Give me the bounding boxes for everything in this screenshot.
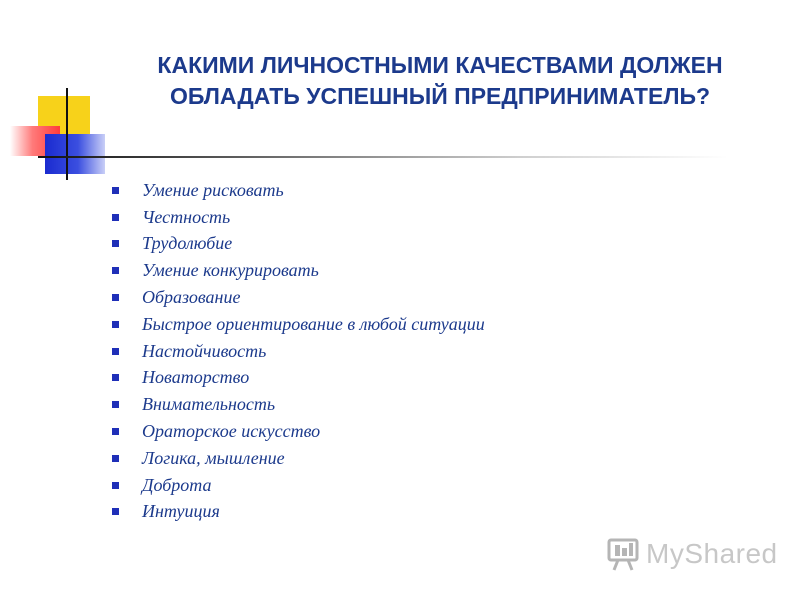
list-item xyxy=(112,204,485,231)
list-item xyxy=(112,257,485,284)
presentation-board-icon xyxy=(606,536,640,572)
list-item xyxy=(112,391,485,418)
bullet-text: Доброта xyxy=(142,474,212,495)
square-bullet-icon xyxy=(112,214,119,221)
list-item xyxy=(112,338,485,365)
bullet-text: Умение рисковать xyxy=(142,179,284,200)
bullet-list xyxy=(112,177,485,525)
bullet-text: Настойчивость xyxy=(142,340,267,361)
bullet-text: Трудолюбие xyxy=(142,233,233,254)
bullet-text: Быстрое ориентирование в любой ситуации xyxy=(142,313,485,334)
bullet-text: Интуиция xyxy=(142,501,220,522)
square-bullet-icon xyxy=(112,267,119,274)
list-item xyxy=(112,231,485,258)
bullet-text: Образование xyxy=(142,287,241,308)
list-item xyxy=(112,365,485,392)
list-item xyxy=(112,445,485,472)
decorative-vertical-line xyxy=(66,88,68,180)
bullet-text: Честность xyxy=(142,206,231,227)
list-item xyxy=(112,284,485,311)
watermark xyxy=(606,536,778,572)
bullet-text: Ораторское искусство xyxy=(142,421,321,442)
square-bullet-icon xyxy=(112,294,119,301)
bullet-text: Умение конкурировать xyxy=(142,260,319,281)
square-bullet-icon xyxy=(112,428,119,435)
square-bullet-icon xyxy=(112,401,119,408)
decorative-horizontal-line xyxy=(38,156,728,158)
decorative-blue-square xyxy=(45,134,105,174)
list-item xyxy=(112,499,485,526)
square-bullet-icon xyxy=(112,374,119,381)
square-bullet-icon xyxy=(112,508,119,515)
slide-title: КАКИМИ ЛИЧНОСТНЫМИ КАЧЕСТВАМИ ДОЛЖЕН ОБЛАДАТЬ УСПЕШНЫЙ ПРЕДПРИНИМАТЕЛЬ? xyxy=(157,52,723,109)
list-item xyxy=(112,418,485,445)
bullet-text: Новаторство xyxy=(142,367,250,388)
square-bullet-icon xyxy=(112,240,119,247)
square-bullet-icon xyxy=(112,321,119,328)
list-item xyxy=(112,177,485,204)
list-item xyxy=(112,472,485,499)
bullet-text: Логика, мышление xyxy=(142,447,285,468)
square-bullet-icon xyxy=(112,482,119,489)
bullet-text: Внимательность xyxy=(142,394,276,415)
square-bullet-icon xyxy=(112,348,119,355)
square-bullet-icon xyxy=(112,187,119,194)
list-item xyxy=(112,311,485,338)
watermark-text: MyShared xyxy=(646,538,778,569)
square-bullet-icon xyxy=(112,455,119,462)
